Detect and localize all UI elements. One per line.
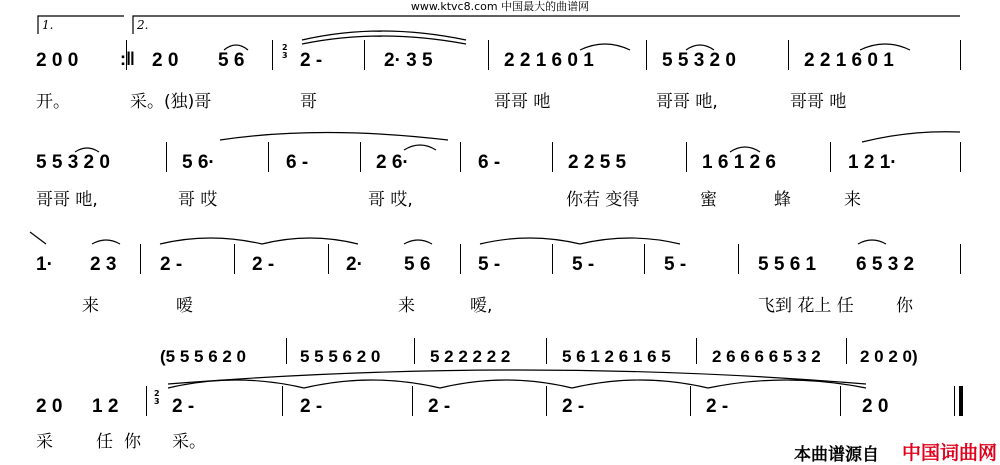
note-group: 2 - <box>706 396 729 417</box>
barline <box>646 40 647 70</box>
barline <box>412 386 413 416</box>
source-label: 本曲谱源自 <box>794 445 879 465</box>
watermark-header: www.ktvc8.com 中国最大的曲谱网 <box>410 0 590 13</box>
note-group: 1· <box>36 254 53 275</box>
note-group: 2 2 1 6 0 1 <box>804 50 894 71</box>
note-group: 2 - <box>300 396 323 417</box>
slur <box>168 380 304 388</box>
note-group: 5 2 2 2 2 2 <box>430 347 511 366</box>
volta-bracket-2 <box>133 16 960 34</box>
site-name[interactable]: 中国词曲网 <box>902 442 998 464</box>
note-group: 2· 3 5 <box>384 50 433 71</box>
lyric: 来 <box>844 190 861 210</box>
slur <box>302 36 466 44</box>
barline <box>286 338 287 364</box>
note-group: 2 0 <box>36 396 63 417</box>
lyric: 嗳 <box>176 296 193 316</box>
barline <box>282 386 283 416</box>
note-group: 2 0 0 <box>36 50 79 71</box>
barline <box>364 40 365 70</box>
lyric: 哥哥 吔, <box>36 190 98 210</box>
note-group: (5 5 5 6 2 0 <box>160 347 247 366</box>
note-group: 2 - <box>562 396 585 417</box>
time-signature: 2 3 <box>154 389 160 406</box>
final-barline-thick <box>959 386 963 416</box>
note-group: 2 0 <box>862 396 889 417</box>
note-group: 1 2 1· <box>848 152 897 173</box>
lyric: 来 <box>82 296 99 316</box>
barline <box>460 244 461 274</box>
lyric: 哥哥 吔, <box>656 92 718 112</box>
barline <box>960 244 961 274</box>
slur <box>220 133 448 141</box>
note-group: 5 6 1 2 6 1 6 5 <box>562 347 671 366</box>
lyric: 采。 <box>172 432 206 452</box>
note-group: 5 5 6 1 <box>758 254 817 275</box>
barline <box>360 142 361 172</box>
slur <box>708 380 866 388</box>
note-group: 2 - <box>300 50 323 71</box>
lyric: 哥 哎, <box>368 190 413 210</box>
slur <box>404 145 436 150</box>
slur <box>304 380 440 388</box>
note-group: 2 - <box>428 396 451 417</box>
note-group: 2 - <box>172 396 195 417</box>
note-group: 2 6 6 6 6 5 3 2 <box>712 347 821 366</box>
lyric: 飞到 花上 任 <box>758 296 854 316</box>
lyric: 哥哥 吔 <box>494 92 551 112</box>
note-group: 5 6· <box>182 152 215 173</box>
barline <box>328 244 329 274</box>
barline <box>690 386 691 416</box>
lyric: 哥哥 吔 <box>790 92 847 112</box>
note-group: 2 2 1 6 0 1 <box>504 50 594 71</box>
barline <box>960 40 961 70</box>
note-group: 6 - <box>286 152 309 173</box>
barline <box>846 338 847 364</box>
note-group: 5 - <box>478 254 501 275</box>
note-group: 5 6 <box>218 50 245 71</box>
note-group: 5 - <box>664 254 687 275</box>
slur <box>572 380 708 388</box>
barline <box>644 244 645 274</box>
note-group: 5 6 <box>404 254 431 275</box>
barline <box>686 142 687 172</box>
note-group: 5 - <box>572 254 595 275</box>
volta-2-label: 2. <box>137 18 149 32</box>
slur <box>580 238 680 244</box>
lyric: 开。 <box>36 92 70 112</box>
slur <box>92 240 120 244</box>
barline <box>696 338 697 364</box>
note-group: 2· <box>346 254 363 275</box>
note-group: 2 2 5 5 <box>568 152 627 173</box>
slur <box>404 240 432 244</box>
note-group: 6 - <box>478 152 501 173</box>
barline <box>840 386 841 416</box>
lyric: 你 <box>896 296 913 316</box>
slur <box>480 238 580 244</box>
barline <box>546 338 547 364</box>
lyric: 你 <box>124 432 141 452</box>
barline <box>552 244 553 274</box>
barline <box>414 338 415 364</box>
time-signature: 2 3 <box>282 43 288 60</box>
barline <box>546 386 547 416</box>
lyric: 采 <box>36 432 53 452</box>
lyric: 蜜 <box>700 190 717 210</box>
slur <box>30 232 46 244</box>
volta-1-label: 1. <box>42 18 54 32</box>
note-group: 5 5 5 6 2 0 <box>300 347 381 366</box>
repeat-sign: :‖ <box>120 49 135 69</box>
barline <box>126 40 127 70</box>
barline <box>488 40 489 70</box>
barline <box>234 244 235 274</box>
barline <box>460 142 461 172</box>
note-group: 5 5 3 2 0 <box>36 152 110 173</box>
note-group: 6 5 3 2 <box>856 254 915 275</box>
barline <box>268 142 269 172</box>
barline <box>272 40 273 70</box>
barline <box>146 386 147 416</box>
note-group: 2 6· <box>376 152 409 173</box>
lyric: 哥 哎 <box>178 190 218 210</box>
barline <box>552 142 553 172</box>
lyric: 任 <box>96 432 113 452</box>
lyric: 嗳, <box>470 296 493 316</box>
lyric: 蜂 <box>774 190 791 210</box>
barline <box>960 142 961 172</box>
lyric: 来 <box>398 296 415 316</box>
note-group: 2 3 <box>90 254 117 275</box>
note-group: 1 6 1 2 6 <box>702 152 776 173</box>
note-group: 2 - <box>160 254 183 275</box>
barline <box>166 142 167 172</box>
lyric: 哥 <box>300 92 317 112</box>
barline <box>140 244 141 274</box>
note-group: 2 - <box>252 254 275 275</box>
barline <box>830 142 831 172</box>
slur <box>858 240 886 244</box>
barline <box>738 244 739 274</box>
note-group: 2 0 <box>152 50 179 71</box>
final-barline-thin <box>954 386 955 416</box>
barline <box>788 40 789 70</box>
note-group: 1 2 <box>92 396 119 417</box>
slur <box>160 238 262 244</box>
note-group: 2 0 2 0) <box>860 347 918 366</box>
lyric: 采。(独)哥 <box>130 92 212 112</box>
slur <box>440 380 572 388</box>
lyric: 你若 变得 <box>566 190 640 210</box>
slur <box>862 132 960 142</box>
slur <box>262 238 358 244</box>
note-group: 5 5 3 2 0 <box>662 50 736 71</box>
